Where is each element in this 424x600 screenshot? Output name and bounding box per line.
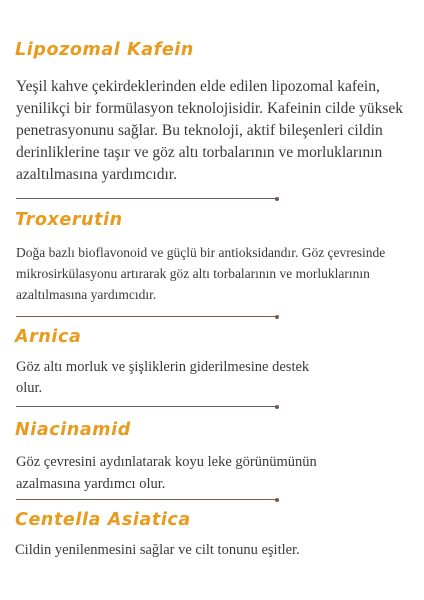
- section-divider: [16, 316, 277, 317]
- section-text-lipozomal-kafein: Yeşil kahve çekirdeklerinden elde edilen lipozomal kafein, yenilikçi bir formülasyon teknolojisidir. Kafeinin cilde yüksek penetrasyonunu sağlar. Bu teknoloji, aktif bileşenleri cildin derinliklerine taşır ve göz altı torbalarının ve morluklarının azaltılmasına yardımcıdır.: [16, 78, 403, 183]
- section-heading-centella-asiatica: Centella Asiatica: [15, 510, 191, 530]
- section-heading-arnica: Arnica: [15, 327, 82, 347]
- section-divider: [16, 198, 277, 199]
- section-heading-lipozomal-kafein: Lipozomal Kafein: [15, 40, 194, 60]
- section-divider: [16, 406, 277, 407]
- section-heading-troxerutin: Troxerutin: [15, 210, 123, 230]
- section-text-arnica: Göz altı morluk ve şişliklerin giderilmesine destek olur.: [16, 359, 310, 396]
- section-heading-niacinamid: Niacinamid: [15, 420, 131, 440]
- section-divider: [16, 499, 277, 500]
- section-text-centella-asiatica: Cildin yenilenmesini sağlar ve cilt tonunu eşitler.: [15, 542, 300, 558]
- section-text-niacinamid: Göz çevresini aydınlatarak koyu leke görünümünün azalmasına yardımcı olur.: [16, 454, 317, 492]
- section-text-troxerutin: Doğa bazlı bioflavonoid ve güçlü bir antioksidandır. Göz çevresinde mikrosirkülasyonu artırarak göz altı torbalarının ve morluklarının azaltılmasına yardımcıdır.: [16, 245, 386, 302]
